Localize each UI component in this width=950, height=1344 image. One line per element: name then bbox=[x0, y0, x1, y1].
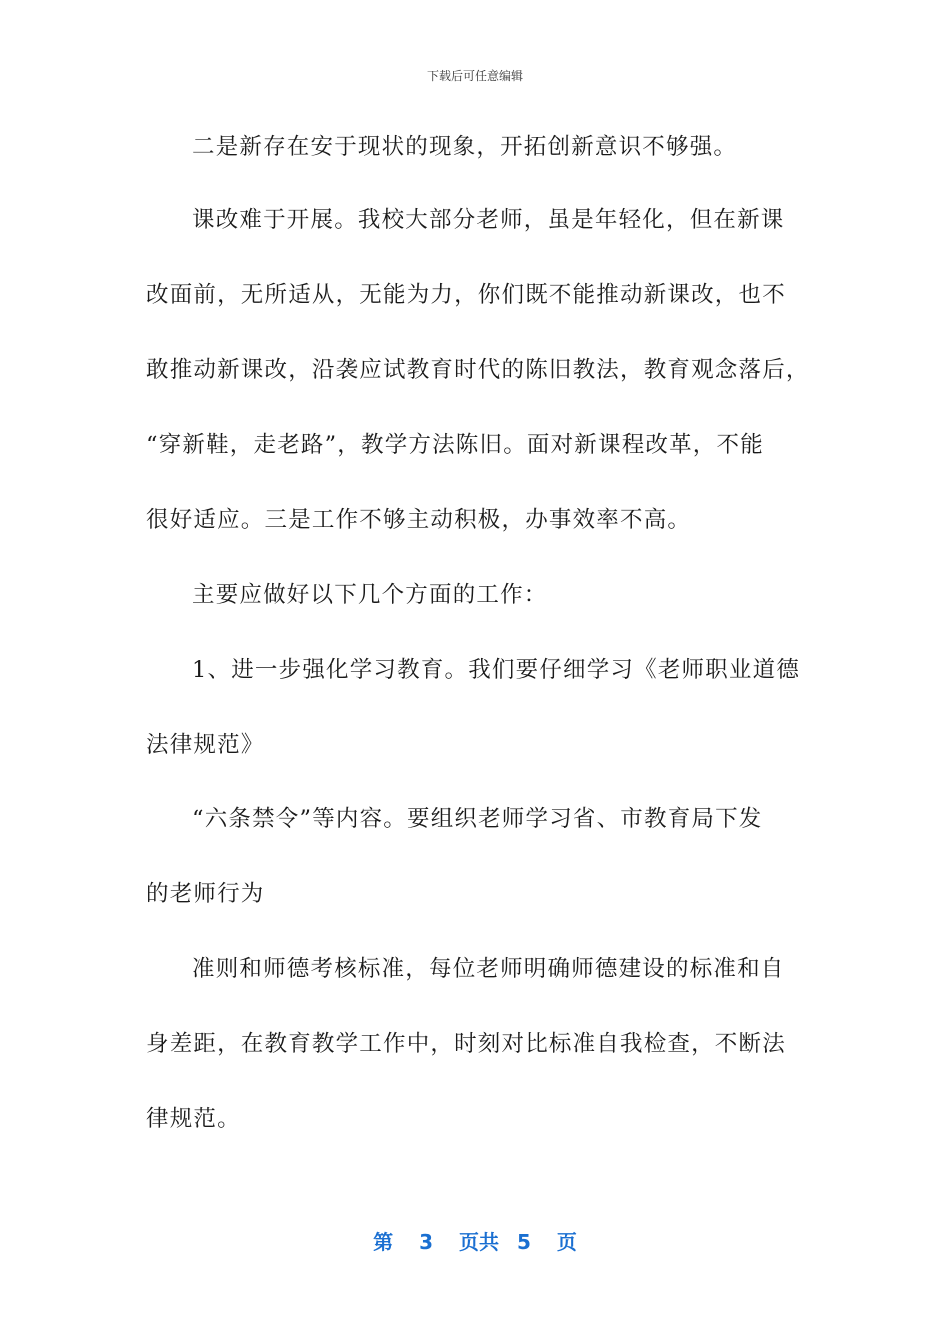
paragraph-line: 身差距，在教育教学工作中，时刻对比标准自我检查，不断法 bbox=[146, 1031, 786, 1057]
paragraph-line: 法律规范》 bbox=[146, 732, 265, 758]
paragraph-line: 二是新存在安于现状的现象，开拓创新意识不够强。 bbox=[192, 134, 738, 160]
total-pages-number: 5 bbox=[517, 1230, 531, 1254]
paragraph-line: 律规范。 bbox=[146, 1106, 241, 1132]
footer-prefix: 第 bbox=[373, 1230, 394, 1254]
current-page-number: 3 bbox=[419, 1230, 433, 1254]
paragraph-line: “穿新鞋，走老路”，教学方法陈旧。面对新课程改革，不能 bbox=[146, 432, 764, 458]
page-number-footer bbox=[0, 1226, 950, 1255]
footer-middle: 页共 bbox=[459, 1230, 499, 1254]
paragraph-line: 敢推动新课改，沿袭应试教育时代的陈旧教法，教育观念落后， bbox=[146, 357, 810, 383]
paragraph-line: “六条禁令”等内容。要组织老师学习省、市教育局下发 bbox=[192, 806, 763, 832]
paragraph-line: 改面前，无所适从，无能为力，你们既不能推动新课改，也不 bbox=[146, 282, 786, 308]
paragraph-line: 准则和师德考核标准，每位老师明确师德建设的标准和自 bbox=[192, 956, 785, 982]
header-note: 下载后可任意编辑 bbox=[426, 69, 523, 83]
paragraph-line: 的老师行为 bbox=[146, 881, 265, 907]
footer-suffix: 页 bbox=[556, 1230, 577, 1254]
paragraph-line: 很好适应。三是工作不够主动积极，办事效率不高。 bbox=[146, 507, 692, 533]
paragraph-line: 1、进一步强化学习教育。我们要仔细学习《老师职业道德 bbox=[192, 657, 801, 683]
paragraph-line: 课改难于开展。我校大部分老师，虽是年轻化，但在新课 bbox=[192, 207, 785, 233]
paragraph-line: 主要应做好以下几个方面的工作： bbox=[192, 582, 548, 608]
